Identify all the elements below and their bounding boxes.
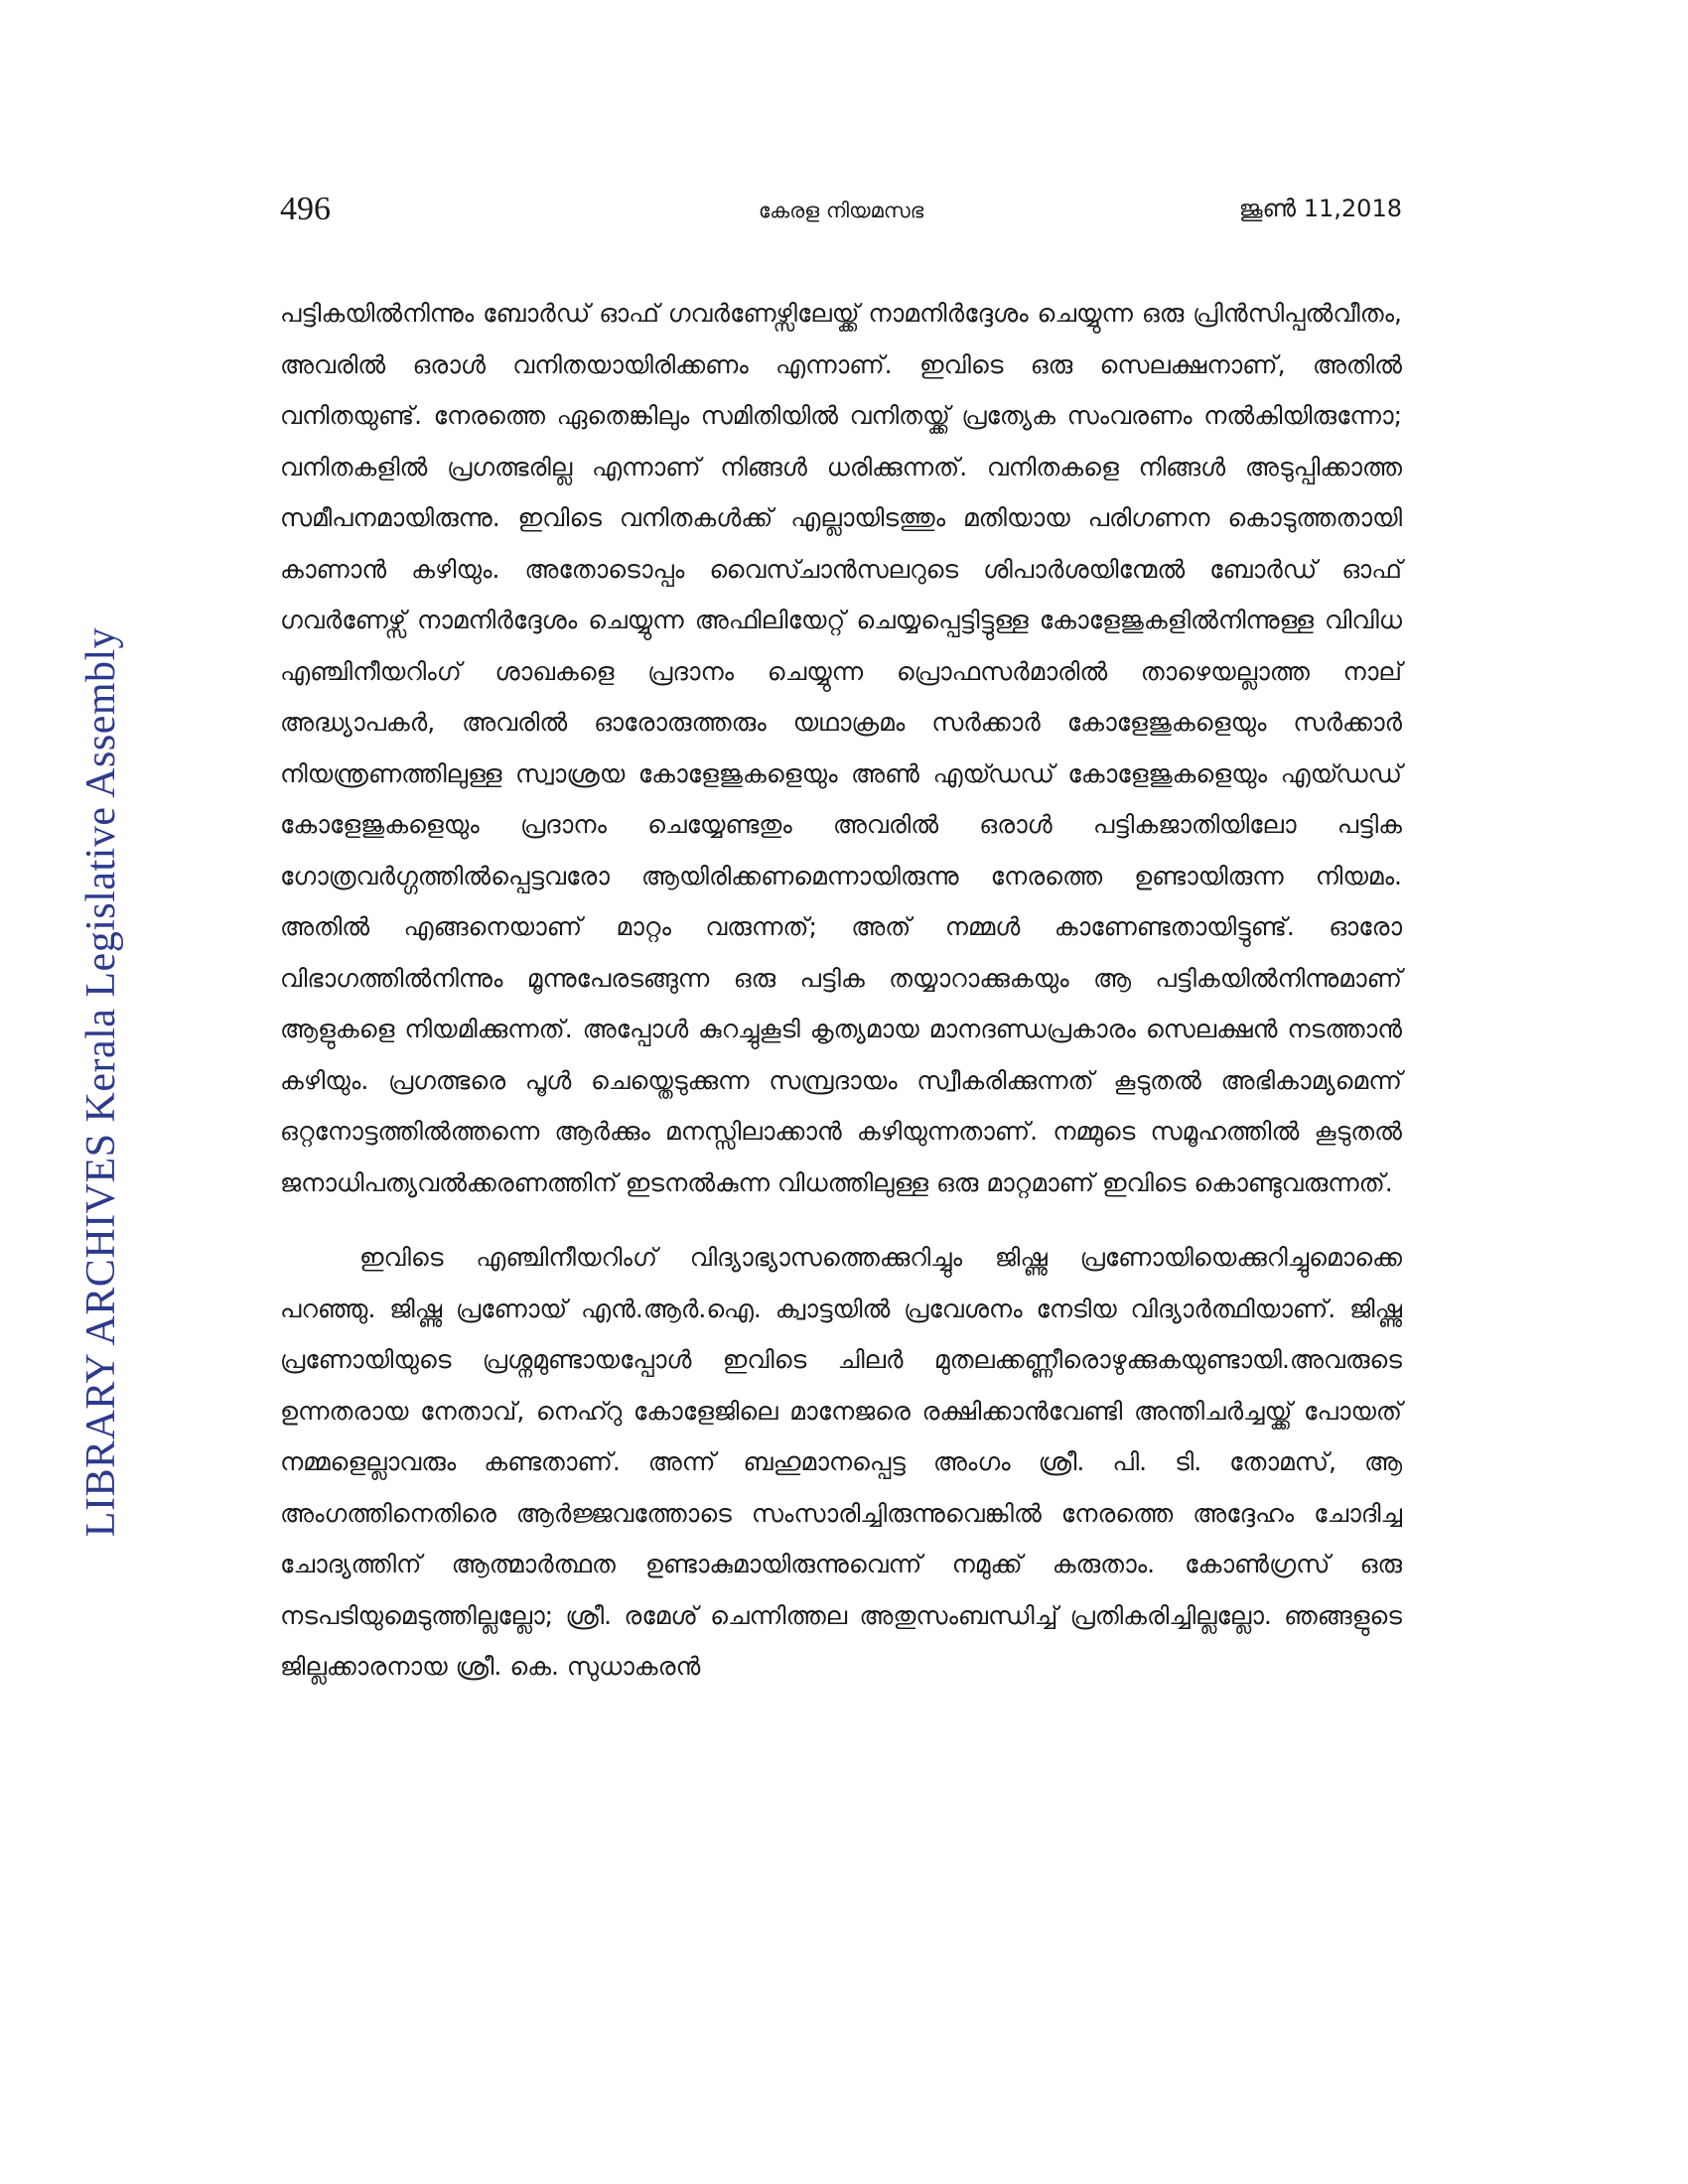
header-date: ജൂൺ 11,2018	[1238, 195, 1402, 222]
body-paragraph: പട്ടികയിൽനിന്നും ബോർഡ് ഓഫ് ഗവർണേഴ്സിലേയ്ക്ക് നാമനിർദ്ദേശം ചെയ്യുന്ന ഒരു പ്രിൻസിപ്പൽവീതം, അവരിൽ ഒരാൾ വനിതയായിരിക്കണം എന്നാണ്. ഇവിടെ ഒരു സെലക്ഷനാണ്, അതിൽ വനിതയുണ്ട്. നേരത്തെ ഏതെങ്കിലും സമിതിയിൽ വനിതയ്ക്ക് പ്രത്യേക സംവരണം നൽകിയിരുന്നോ; വനിതകളിൽ പ്രഗത്ഭരില്ല എന്നാണ് നിങ്ങൾ ധരിക്കുന്നത്. വനിതകളെ നിങ്ങൾ അടുപ്പിക്കാത്ത സമീപനമായിരുന്നു. ഇവിടെ വനിതകൾക്ക് എല്ലായിടത്തും മതിയായ പരിഗണന കൊടുത്തതായി കാണാൻ കഴിയും. അതോടൊപ്പം വൈസ്ചാൻസലറുടെ ശിപാർശയിന്മേൽ ബോർഡ് ഓഫ് ഗവർണേഴ്സ് നാമനിർദ്ദേശം ചെയ്യുന്ന അഫിലിയേറ്റ് ചെയ്യപ്പെട്ടിട്ടുള്ള കോളേജുകളിൽനിന്നുള്ള വിവിധ എഞ്ചിനീയറിംഗ് ശാഖകളെ പ്രദാനം ചെയ്യുന്ന പ്രൊഫസർമാരിൽ താഴെയല്ലാത്ത നാല് അദ്ധ്യാപകർ, അവരിൽ ഓരോരുത്തരും യഥാക്രമം സർക്കാർ കോളേജുകളെയും സർക്കാർ നിയന്ത്രണത്തിലുള്ള സ്വാശ്രയ കോളേജുകളെയും അൺ എയ്ഡഡ് കോളേജുകളെയും എയ്ഡഡ് കോളേജുകളെയും പ്രദാനം ചെയ്യേണ്ടതും അവരിൽ ഒരാൾ പട്ടികജാതിയിലോ പട്ടിക ഗോത്രവർഗ്ഗത്തിൽപ്പെട്ടവരോ ആയിരിക്കണമെന്നായിരുന്നു നേരത്തെ ഉണ്ടായിരുന്ന നിയമം. അതിൽ എങ്ങനെയാണ് മാറ്റം വരുന്നത്; അത് നമ്മൾ കാണേണ്ടതായിട്ടുണ്ട്. ഓരോ വിഭാഗത്തിൽനിന്നും മൂന്നുപേരടങ്ങുന്ന ഒരു പട്ടിക തയ്യാറാക്കുകയും ആ പട്ടികയിൽനിന്നുമാണ് ആളുകളെ നിയമിക്കുന്നത്. അപ്പോൾ കുറച്ചുകൂടി കൃത്യമായ മാനദണ്ഡപ്രകാരം സെലക്ഷൻ നടത്താൻ കഴിയും. പ്രഗത്ഭരെ പൂൾ ചെയ്തെടുക്കുന്ന സമ്പ്രദായം സ്വീകരിക്കുന്നത് കൂടുതൽ അഭികാമ്യമെന്ന് ഒറ്റനോട്ടത്തിൽത്തന്നെ ആർക്കും മനസ്സിലാക്കാൻ കഴിയുന്നതാണ്. നമ്മുടെ സമൂഹത്തിൽ കൂടുതൽ ജനാധിപത്യവൽക്കരണത്തിന് ഇടനൽകുന്ന വിധത്തിലുള്ള ഒരു മാറ്റമാണ് ഇവിടെ കൊണ്ടുവരുന്നത്.	[280, 299, 1402, 1197]
body-paragraph: ഇവിടെ എഞ്ചിനീയറിംഗ് വിദ്യാഭ്യാസത്തെക്കുറിച്ചും ജിഷ്ണു പ്രണോയിയെക്കുറിച്ചുമൊക്കെ പറഞ്ഞു. ജിഷ്ണു പ്രണോയ് എൻ.ആർ.ഐ. ക്വാട്ടയിൽ പ്രവേശനം നേടിയ വിദ്യാർത്ഥിയാണ്. ജിഷ്ണു പ്രണോയിയുടെ പ്രശ്നമുണ്ടായപ്പോൾ ഇവിടെ ചിലർ മുതലക്കണ്ണീരൊഴുക്കുകയുണ്ടായി.അവരുടെ ഉന്നതരായ നേതാവ്, നെഹ്റു കോളേജിലെ മാനേജരെ രക്ഷിക്കാൻവേണ്ടി അന്തിചർച്ചയ്ക്ക് പോയത് നമ്മളെല്ലാവരും കണ്ടതാണ്. അന്ന് ബഹുമാനപ്പെട്ട അംഗം ശ്രീ. പി. ടി. തോമസ്, ആ അംഗത്തിനെതിരെ ആർജ്ജവത്തോടെ സംസാരിച്ചിരുന്നുവെങ്കിൽ നേരത്തെ അദ്ദേഹം ചോദിച്ച ചോദ്യത്തിന് ആത്മാർത്ഥത ഉണ്ടാകുമായിരുന്നുവെന്ന് നമുക്ക് കരുതാം. കോൺഗ്രസ് ഒരു നടപടിയുമെടുത്തില്ലല്ലോ; ശ്രീ. രമേശ് ചെന്നിത്തല അതുസംബന്ധിച്ച് പ്രതികരിച്ചില്ലല്ലോ. ഞങ്ങളുടെ ജില്ലക്കാരനായ ശ്രീ. കെ. സുധാകരൻ	[280, 1243, 1402, 1681]
archive-watermark: LIBRARY ARCHIVES Kerala Legislative Assembly	[78, 626, 124, 1538]
page-header	[280, 191, 1402, 240]
page-number: 496	[280, 191, 331, 227]
page-body	[280, 288, 1402, 1693]
header-title: കേരള നിയമസഭ	[758, 199, 924, 222]
